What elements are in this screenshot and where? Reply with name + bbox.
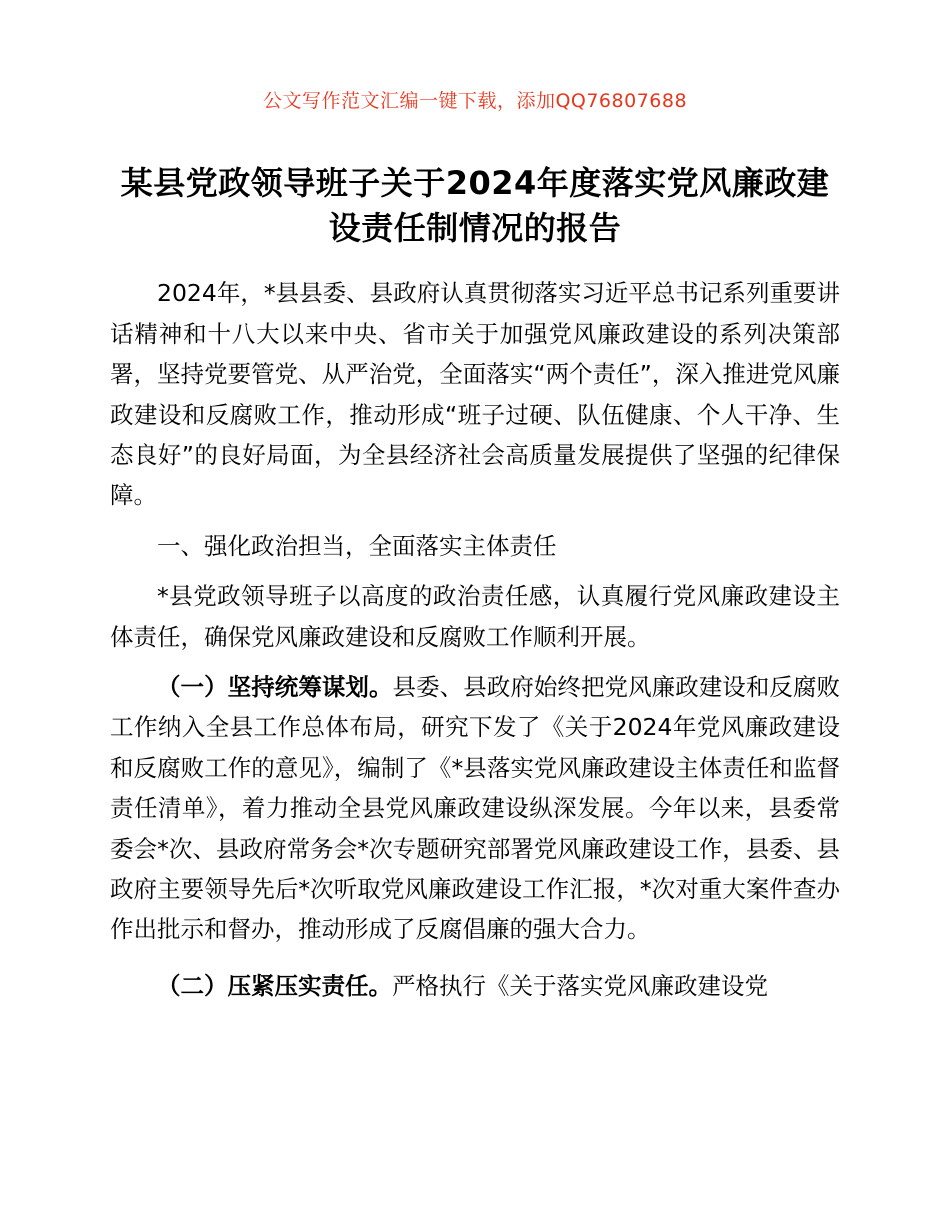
section-heading-one: 一、强化政治担当，全面落实主体责任 <box>157 531 557 560</box>
paragraph-item-one <box>110 667 840 950</box>
paragraph-item-two-body: 严格执行《关于落实党风廉政建设党 <box>392 971 768 1000</box>
paragraph-item-one-lead: （一）坚持统筹谋划。 <box>157 672 393 701</box>
watermark-promo-text: 公文写作范文汇编一键下载，添加QQ76807688 <box>262 90 688 112</box>
paragraph-intro: 2024年，*县县委、县政府认真贯彻落实习近平总书记系列重要讲话精神和十八大以来中央、省市关于加强党风廉政建设的系列决策部署，坚持党要管党、从严治党，全面落实“两个责任”，深入推进党风廉政建设和反腐败工作，推动形成“班子过硬、队伍健康、个人干净、生态良好”的良好局面，为全县经济社会高质量发展提供了坚强的纪律保障。 <box>110 279 840 510</box>
paragraph-item-two-lead: （二）压紧压实责任。 <box>157 971 392 1000</box>
paragraph-item-two <box>110 966 840 1006</box>
paragraph-spacer <box>110 950 840 956</box>
paragraph-item-one-body: 县委、县政府始终把党风廉政建设和反腐败工作纳入全县工作总体布局，研究下发了《关于2024年党风廉政建设和反腐败工作的意见》，编制了《*县落实党风廉政建设主体责任和监督责任清单》，着力推动全县党风廉政建设纵深发展。今年以来，县委常委会*次、县政府常务会*次专题研究部署党风廉政建设工作，县委、县政府主要领导先后*次听取党风廉政建设工作汇报，*次对重大案件查办作出批示和督办，推动形成了反腐倡廉的强大合力。 <box>110 672 841 944</box>
paragraph-section-one-intro: *县党政领导班子以高度的政治责任感，认真履行党风廉政建设主体责任，确保党风廉政建设和反腐败工作顺利开展。 <box>110 582 840 651</box>
page-title: 某县党政领导班子关于2024年度落实党风廉政建设责任制情况的报告 <box>120 164 830 248</box>
